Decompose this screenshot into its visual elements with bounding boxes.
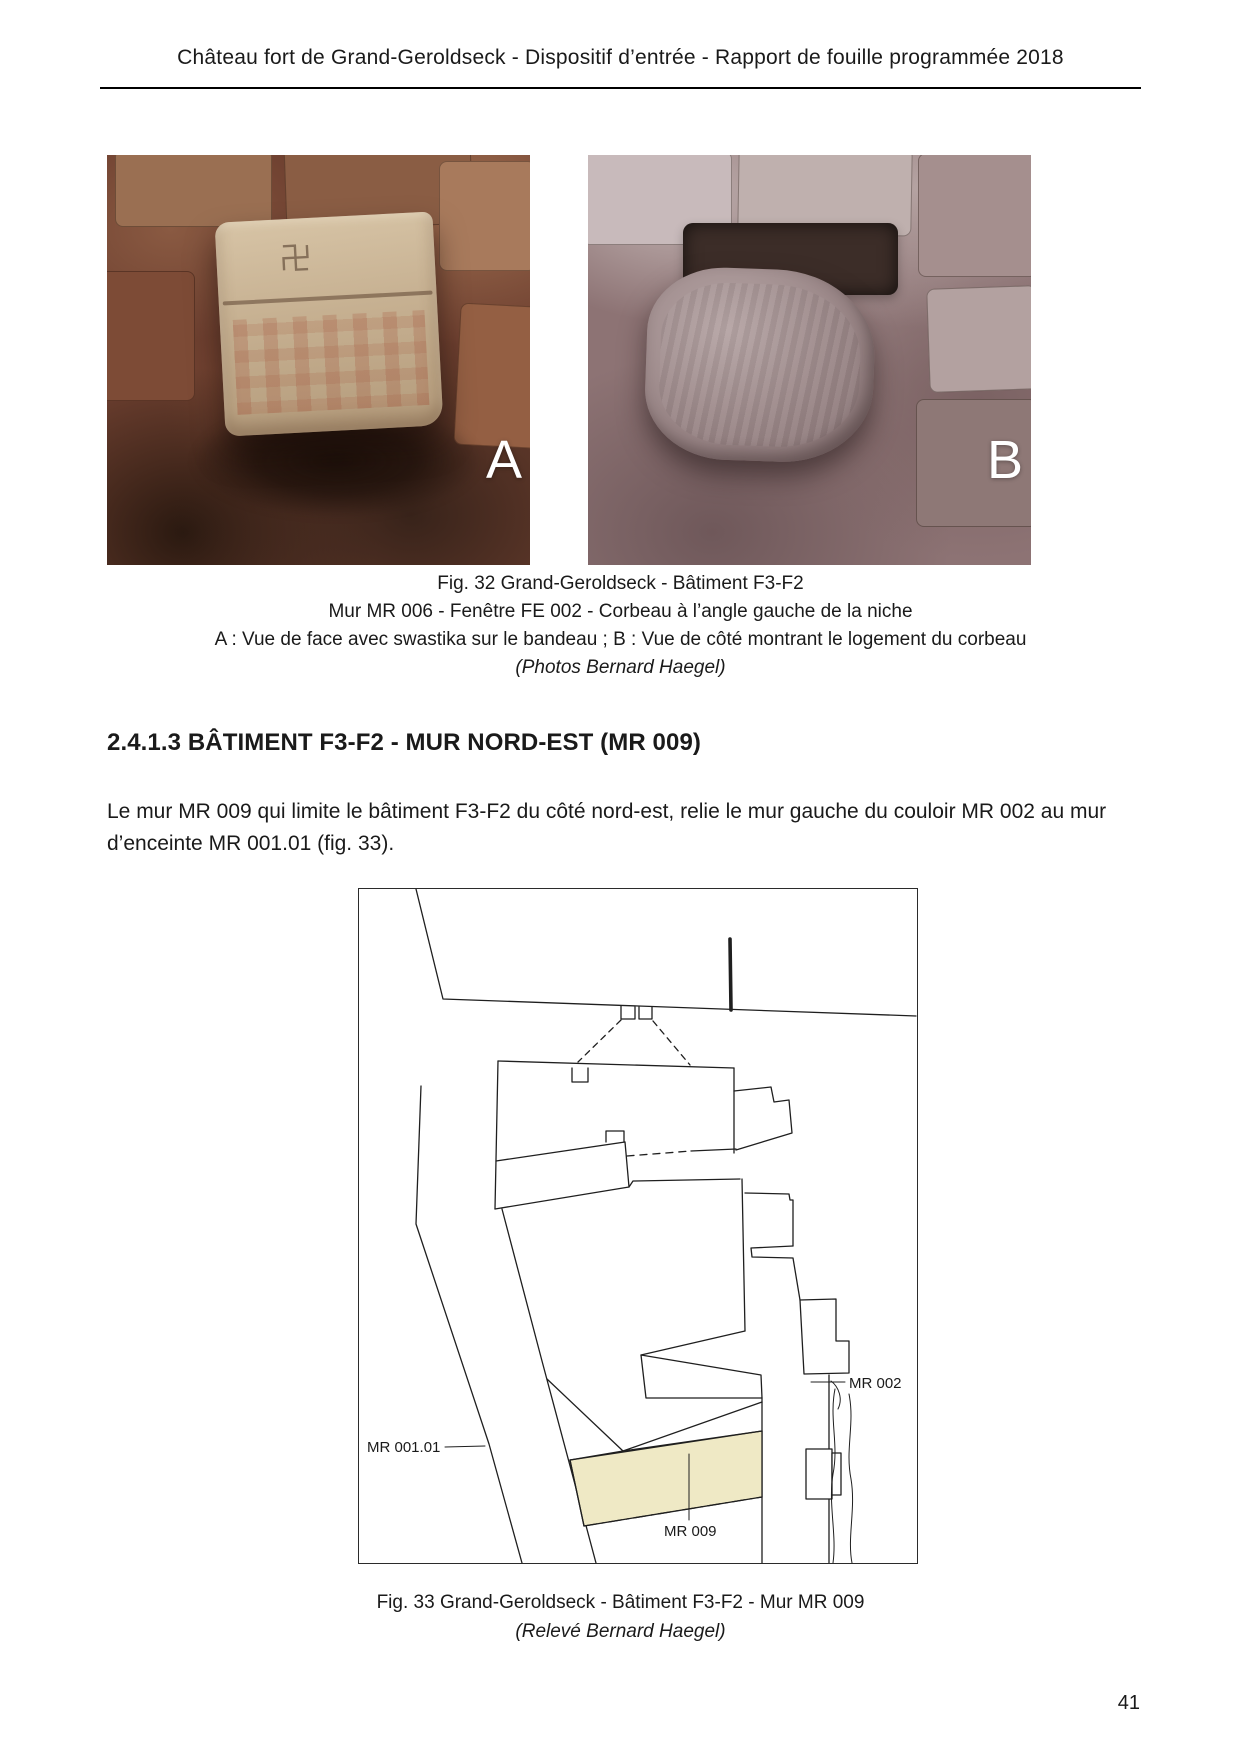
building-left-wall-upper (495, 1061, 498, 1209)
wall-segment-band (641, 1355, 762, 1398)
label-mr009: MR 009 (664, 1523, 717, 1540)
dashed-projection-right (653, 1021, 690, 1065)
interior-wall-solid (691, 1149, 736, 1151)
corridor-step-upper (745, 1193, 793, 1246)
wall-notch (572, 1068, 588, 1082)
wall-notch (621, 1006, 635, 1019)
header-rule (100, 87, 1141, 89)
mr00101-leader-line (445, 1446, 485, 1447)
wall-notch (639, 1007, 652, 1019)
figure32-caption-credit: (Photos Bernard Haegel) (515, 657, 726, 678)
figure32-caption-line1: Fig. 32 Grand-Geroldseck - Bâtiment F3-F2 (437, 573, 804, 594)
corridor-block (806, 1449, 832, 1499)
interior-wall-dashed (627, 1151, 691, 1156)
body-paragraph: Le mur MR 009 qui limite le bâtiment F3-F2 du côté nord-est, relie le mur gauche du couloir MR 002 au mur d’enceinte MR 001.01 (fig. 33). (107, 800, 1107, 855)
enceinte-top-wall (416, 889, 916, 1016)
page-number: 41 (1117, 1692, 1140, 1714)
wall-tick-mark (730, 939, 731, 1010)
stone-block (439, 161, 530, 271)
corbel-groove (223, 291, 432, 306)
room-bottom-diagonal (641, 1331, 745, 1355)
photo-b-letter: B (986, 430, 1023, 490)
interior-divider (625, 1142, 629, 1187)
photo-a-corbel-front (107, 155, 530, 565)
label-mr002: MR 002 (849, 1375, 902, 1392)
photo-a-letter: A (485, 430, 522, 490)
stone-block (926, 285, 1031, 393)
dashed-projection-left (578, 1020, 621, 1062)
room-right-wall (742, 1179, 745, 1331)
label-mr00101: MR 001.01 (367, 1439, 441, 1456)
photo-b-corbel-side (588, 155, 1031, 565)
interior-wall-bottom (495, 1179, 740, 1209)
plan-svg (359, 889, 917, 1563)
figure33-caption-line1: Fig. 33 Grand-Geroldseck - Bâtiment F3-F2 - Mur MR 009 (376, 1592, 865, 1613)
stone-block (115, 155, 272, 227)
corbel-stone-b (643, 265, 878, 465)
entrance-steps-upper (734, 1087, 792, 1150)
figure33-caption (103, 1588, 1138, 1646)
stone-block (918, 155, 1031, 277)
corridor-step-notch (751, 1246, 800, 1300)
figure32-caption-line2: Mur MR 006 - Fenêtre FE 002 - Corbeau à l’angle gauche de la niche (328, 601, 913, 622)
tooling-striations (657, 281, 863, 449)
building-top-wall (498, 1061, 734, 1068)
stone-block (453, 303, 530, 450)
wall-notch (606, 1131, 624, 1142)
figure32-caption-line3: A : Vue de face avec swastika sur le bandeau ; B : Vue de côté montrant le logement du corbeau (214, 629, 1027, 650)
figure33-plan-drawing (358, 888, 918, 1564)
section-heading: 2.4.1.3 BÂTIMENT F3-F2 - MUR NORD-EST (MR 009) (107, 729, 701, 756)
page-header-title: Château fort de Grand-Geroldseck - Dispositif d’entrée - Rapport de fouille programmée 2018 (177, 46, 1064, 69)
figure33-caption-credit: (Relevé Bernard Haegel) (515, 1621, 726, 1642)
figure32-caption (103, 570, 1138, 682)
rock-contour (849, 1394, 853, 1563)
corridor-buttress (800, 1299, 849, 1374)
swastika-mark-icon (278, 240, 314, 276)
corbel-stone-a (215, 211, 444, 436)
building-edge-branch (547, 1379, 623, 1451)
rock-contour (831, 1381, 840, 1409)
enceinte-outer-line (416, 1086, 522, 1563)
corbel-paint-pattern (233, 310, 430, 414)
stone-block (107, 271, 195, 401)
interior-wall-top (496, 1142, 625, 1161)
